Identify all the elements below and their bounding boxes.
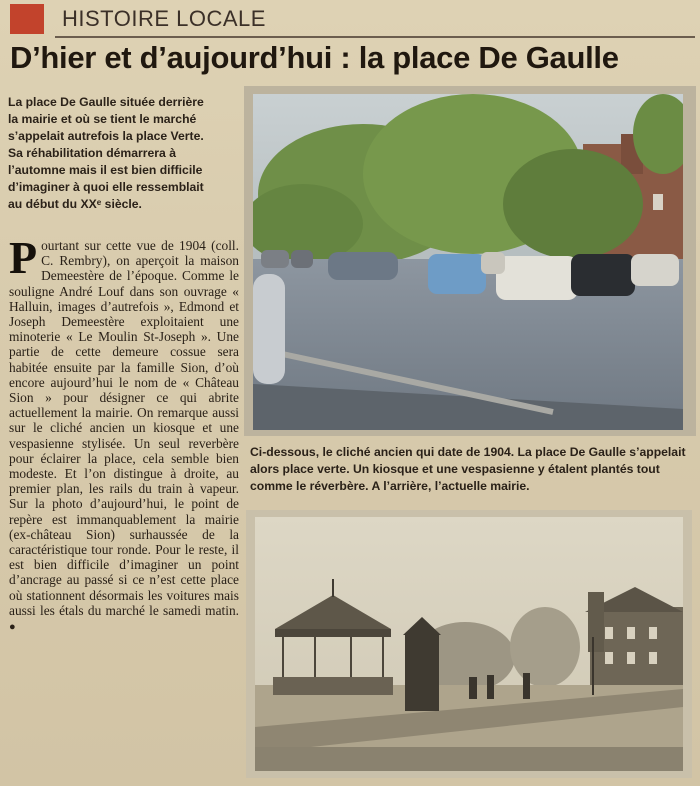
lead-line: d’imaginer à quoi elle ressemblait [8,180,204,194]
end-mark-icon: ● [9,621,16,634]
rubric-rule [55,36,695,38]
rubric-color-square [10,4,44,34]
article-lead [8,94,240,213]
section-rubric: HISTOIRE LOCALE [62,6,266,31]
modern-photo [253,94,683,430]
old-photo [255,517,683,771]
article-body [9,232,239,635]
lead-line: l’automne mais il est bien difficile [8,163,203,177]
drop-cap: P [9,232,38,283]
lead-line: Sa réhabilitation démarrera à [8,146,176,160]
article-paragraph [9,232,239,635]
lead-line: La place De Gaulle située derrière [8,95,204,109]
article-body-text: ourtant sur cette vue de 1904 (coll. C. Rembry), on aperçoit la maison Demeestère de l’époque. Comme le souligne André Louf dans son ouvrage « Halluin, images d’autrefois », Edmond et Joseph Demeestère exploitaient une minoterie « Le Moulin St-Joseph ». Une partie de cette demeure cossue sera habitée ensuite par la famille Sion, d’où encore aujourd’hui le nom de « Château Sion » pour désigner ce qui abrite actuellement la mairie. On remarque aussi sur le cliché ancien un kiosque et une vespasienne stylisée. Un seul reverbère pour éclairer la place, cela semble bien modeste. Et l’on distingue à droite, au premier plan, les rails du train à vapeur. Sur la photo d’aujourd’hui, le point de repère est immanquablement la mairie (ex-château Sion) surhaussée de la caractéristique tour ronde. Pour le reste, il est bien difficile d’imaginer un point d’ancrage au passé si ce n’est cette place où stationnent désormais les voitures mais aussi les étals du marché le samedi matin. [9,238,239,618]
article-headline: D’hier et d’aujourd’hui : la place De Gaulle [10,40,619,75]
lead-line: s’appelait autrefois la place Verte. [8,129,204,143]
lead-line: la mairie et où se tient le marché [8,112,197,126]
photo-caption: Ci-dessous, le cliché ancien qui date de 1904. La place De Gaulle s’appelait alors place verte. Un kiosque et une vespasienne y étalent plantés tout comme le réverbère. A l’arrière, l’actuelle mairie. [250,445,686,493]
lead-line: au début du XXᵉ siècle. [8,197,142,211]
